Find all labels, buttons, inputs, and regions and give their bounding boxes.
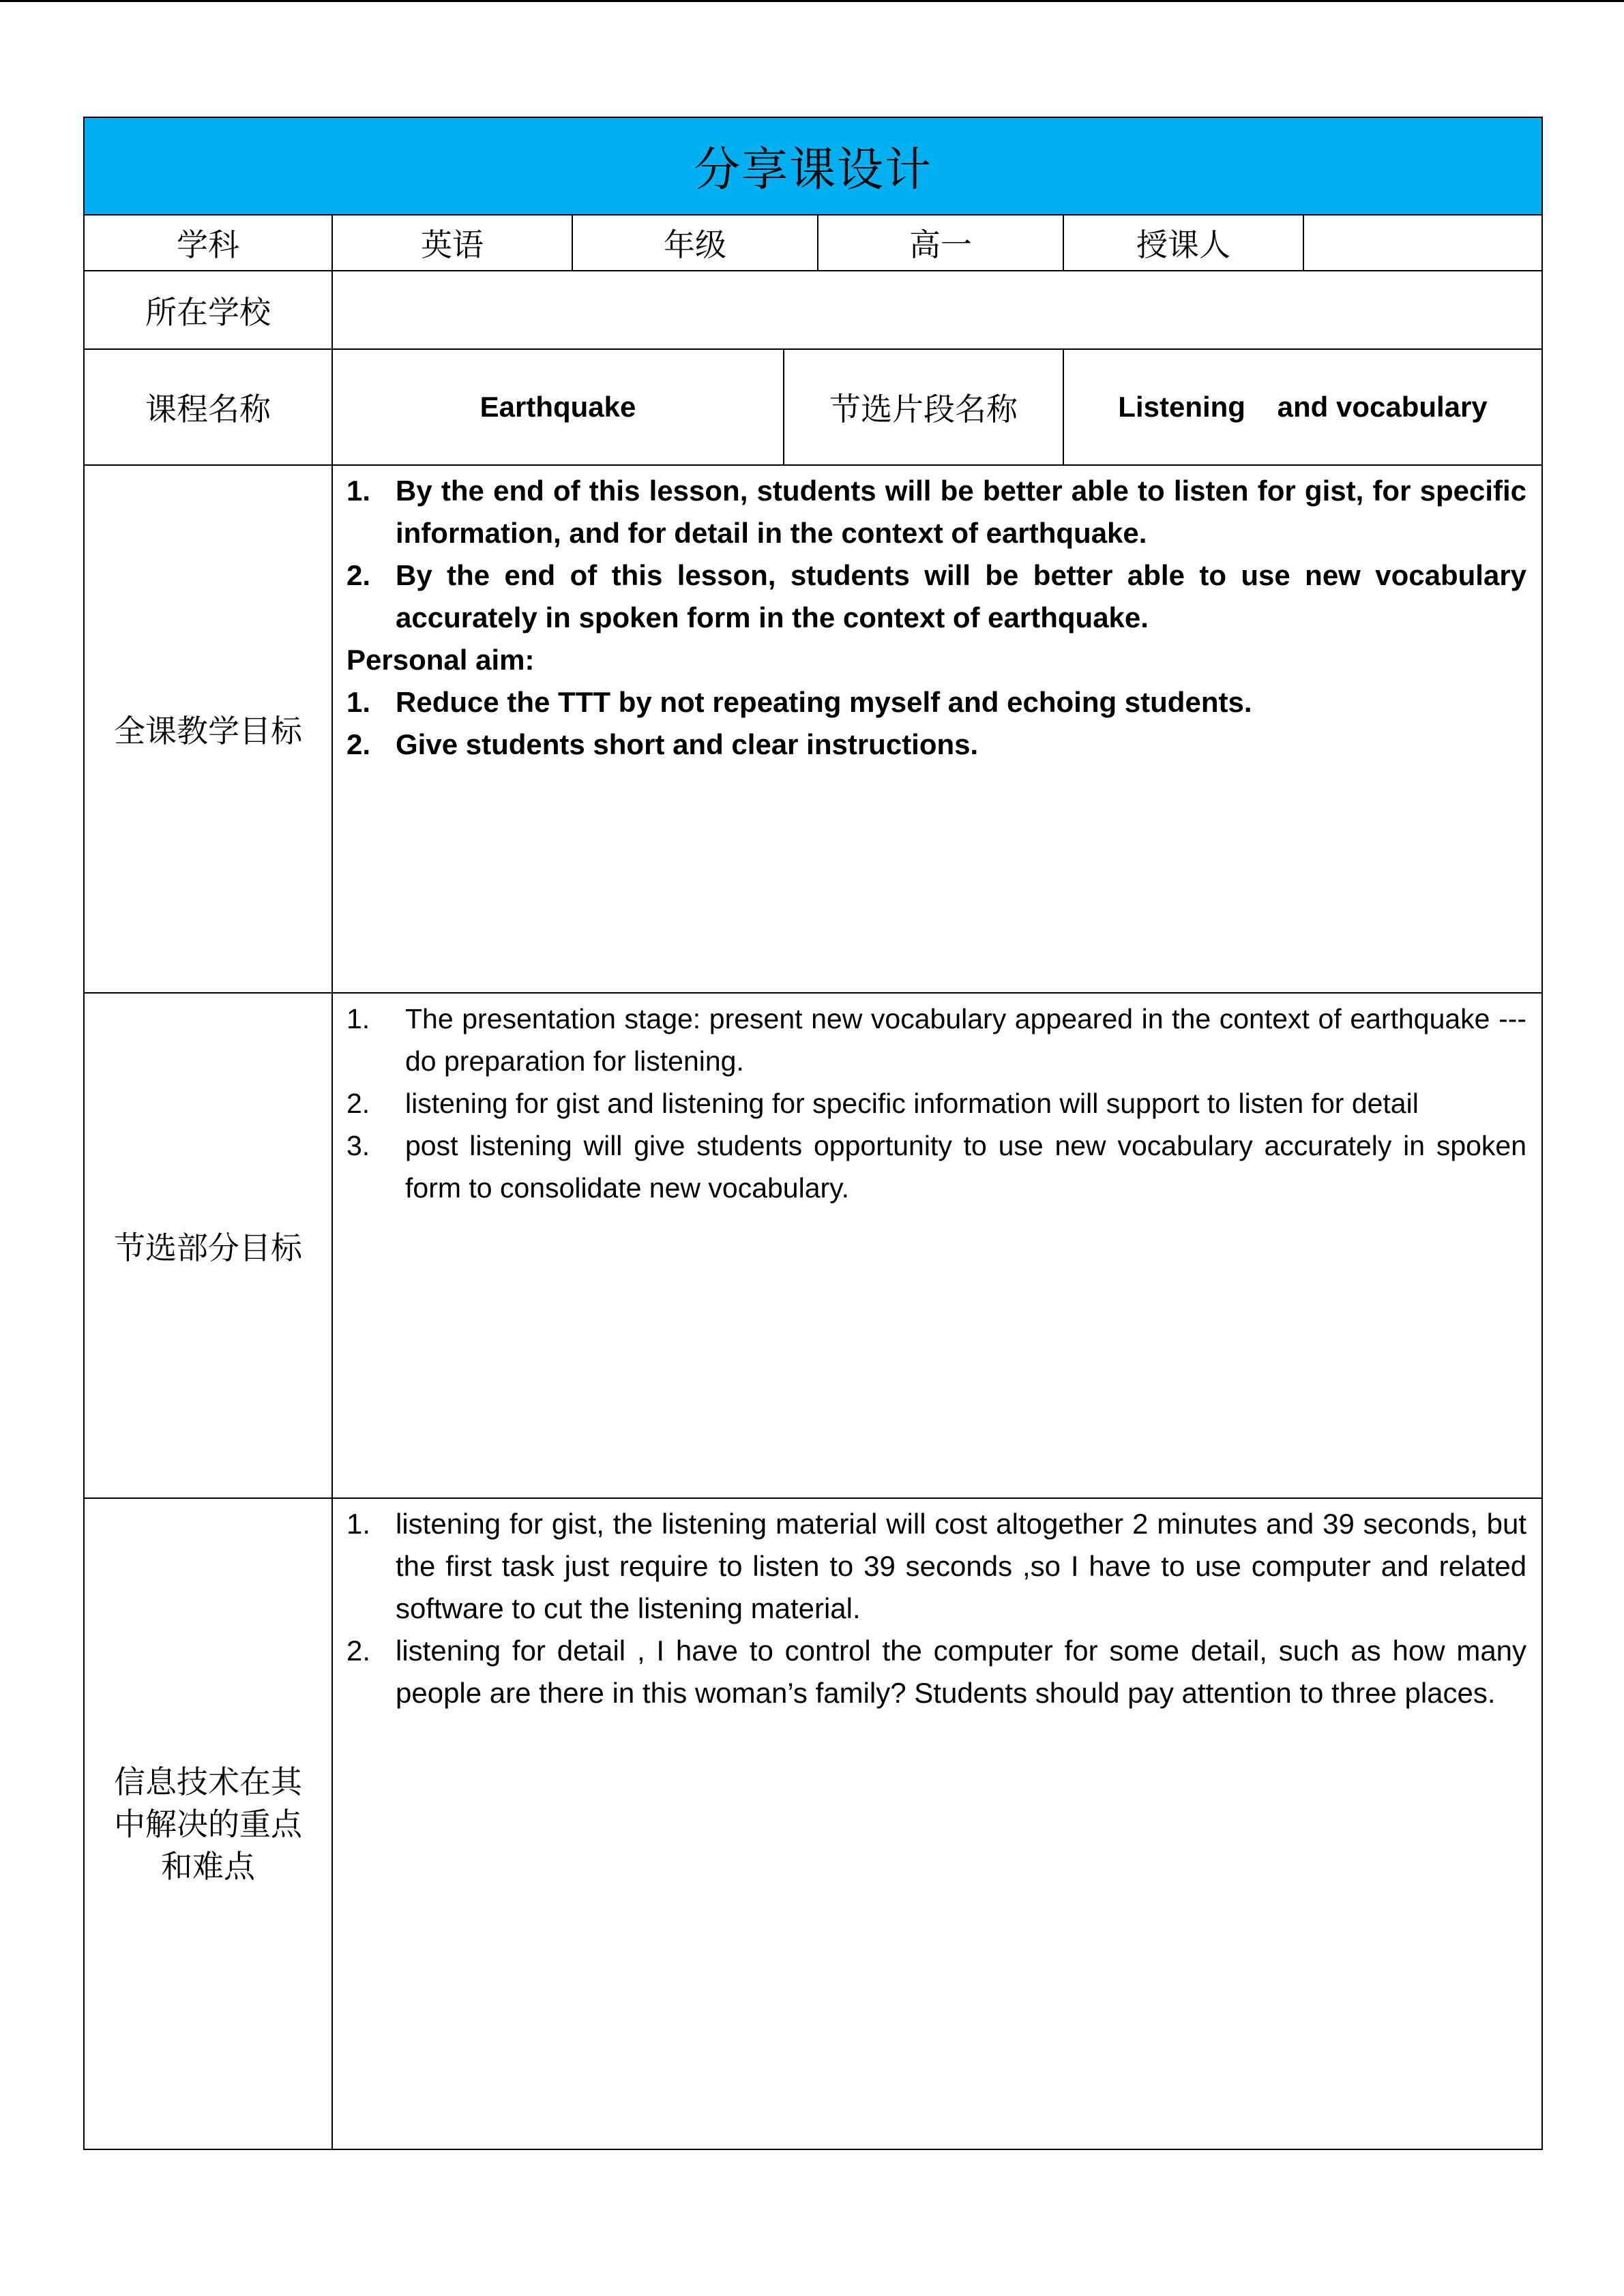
list-text: post listening will give students opportunity to use new vocabulary accurately in spoken form to consolidate new vocabulary.: [405, 1130, 1527, 1204]
grade-label: 年级: [572, 215, 818, 271]
list-number: 1.: [346, 475, 371, 507]
goals-row: [84, 465, 1542, 993]
list-number: 2.: [346, 1635, 371, 1667]
list-text: The presentation stage: present new vocabulary appeared in the context of earthquake --- do preparation for listening.: [405, 1003, 1527, 1077]
school-label: 所在学校: [84, 271, 332, 349]
segment-goals-content: [332, 993, 1542, 1498]
personal-aim-label: Personal aim:: [346, 644, 535, 676]
list-text: Give students short and clear instructions.: [396, 728, 979, 760]
list-item: [346, 724, 1526, 766]
list-text: By the end of this lesson, students will be better able to use new vocabulary accurately in spoken form in the context of earthquake.: [396, 559, 1527, 633]
it-list: [346, 1503, 1526, 1714]
it-label: [84, 1498, 332, 2149]
list-item: [346, 681, 1526, 724]
segment-goals-row: [84, 993, 1542, 1498]
segment-goals-list: [346, 998, 1526, 1209]
course-row: [84, 349, 1542, 465]
it-content: [332, 1498, 1542, 2149]
list-number: 1.: [346, 1508, 371, 1540]
school-row: [84, 271, 1542, 349]
list-item: [346, 1082, 1526, 1124]
page-top-border: [0, 0, 1624, 2]
it-row: [84, 1498, 1542, 2149]
list-number: 1.: [346, 1003, 370, 1034]
list-number: 1.: [346, 686, 371, 718]
school-value: [332, 271, 1542, 349]
segment-goals-label: 节选部分目标: [84, 993, 332, 1498]
course-value: Earthquake: [332, 349, 784, 465]
list-item: [346, 998, 1526, 1082]
list-number: 2.: [346, 1088, 370, 1119]
list-number: 3.: [346, 1130, 370, 1161]
list-item: [346, 1630, 1526, 1714]
teacher-label: 授课人: [1063, 215, 1303, 271]
it-label-line: 中解决的重点: [114, 1805, 302, 1843]
grade-value: 高一: [818, 215, 1063, 271]
goals-list: [346, 470, 1526, 639]
list-item: [346, 1124, 1526, 1209]
list-text: listening for gist and listening for specific information will support to listen for detail: [405, 1088, 1419, 1119]
course-label: 课程名称: [84, 349, 332, 465]
info-row: [84, 215, 1542, 271]
goals-content: [332, 465, 1542, 993]
list-text: listening for gist, the listening material will cost altogether 2 minutes and 39 seconds, but the first task just require to listen to 39 seconds ,so I have to use computer and related software to cut the listening material.: [396, 1508, 1527, 1624]
list-number: 2.: [346, 728, 371, 760]
list-number: 2.: [346, 559, 371, 591]
subject-value: 英语: [332, 215, 572, 271]
it-label-line: 和难点: [161, 1847, 255, 1885]
list-item: [346, 554, 1526, 639]
subject-label: 学科: [84, 215, 332, 271]
form-title: 分享课设计: [84, 117, 1542, 215]
list-text: listening for detail , I have to control the computer for some detail, such as how many people are there in this woman’s family? Students should pay attention to three places.: [396, 1635, 1527, 1709]
it-label-line: 信息技术在其: [114, 1763, 302, 1800]
list-text: Reduce the TTT by not repeating myself and echoing students.: [396, 686, 1252, 718]
list-item: [346, 470, 1526, 554]
segment-name-label: 节选片段名称: [784, 349, 1063, 465]
list-item: [346, 1503, 1526, 1630]
goals-label: 全课教学目标: [84, 465, 332, 993]
lesson-design-form: [83, 117, 1543, 2150]
segment-name-value: Listening and vocabulary: [1063, 349, 1542, 465]
personal-aim-list: [346, 681, 1526, 766]
list-text: By the end of this lesson, students will be better able to listen for gist, for specific information, and for detail in the context of earthquake.: [396, 475, 1527, 549]
teacher-value: [1303, 215, 1542, 271]
